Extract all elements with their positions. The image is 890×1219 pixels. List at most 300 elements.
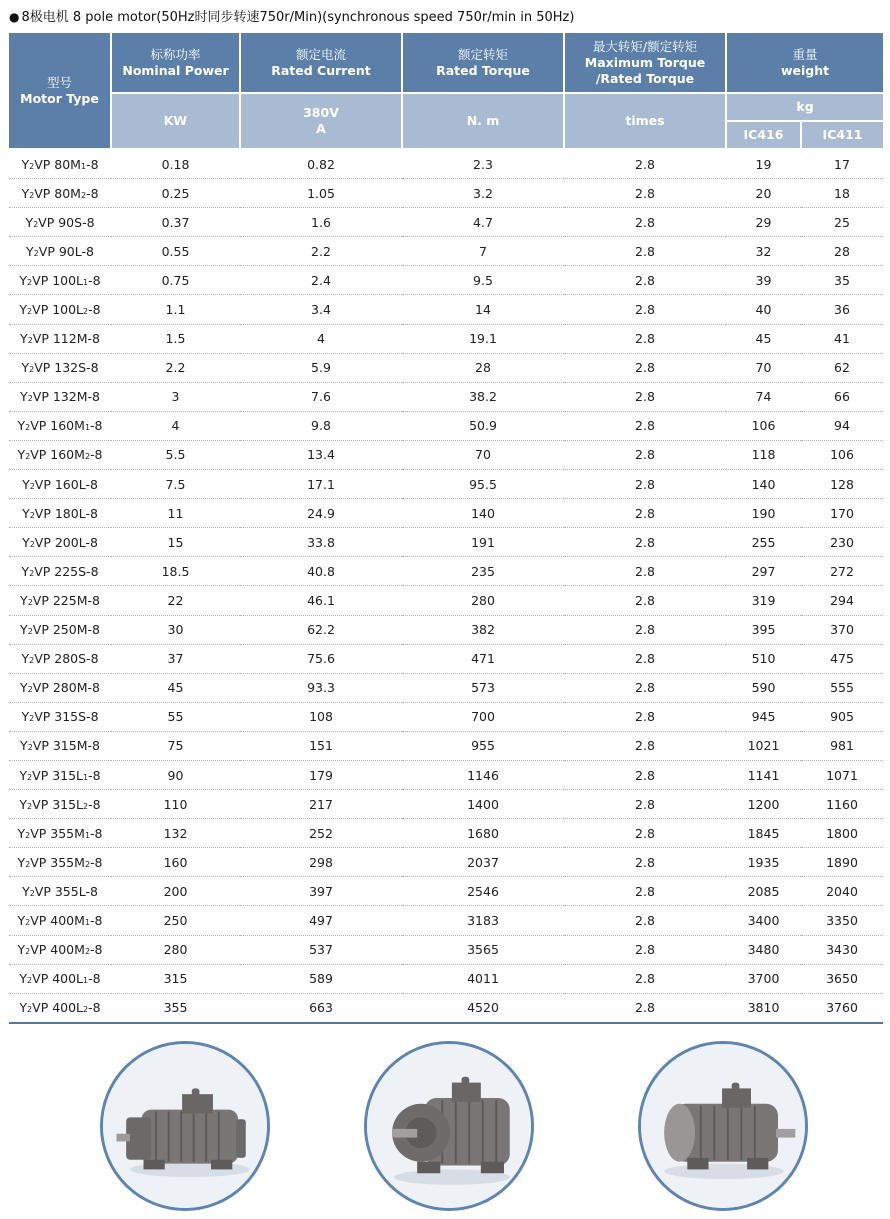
cell-times: 2.8 xyxy=(564,440,726,469)
model-part-post: VP 400L xyxy=(32,1000,84,1016)
cell-motor-type xyxy=(9,411,111,440)
motor-photo-rear-icon xyxy=(641,1044,805,1208)
table-row xyxy=(9,964,883,993)
model-part-post: VP 160M xyxy=(30,447,85,463)
cell-power: 90 xyxy=(111,760,240,789)
cell-torque: 382 xyxy=(402,615,564,644)
model-part-sub2: 2 xyxy=(80,190,87,200)
cell-torque: 573 xyxy=(402,673,564,702)
model-part-sub: 2 xyxy=(29,190,35,200)
cell-ic416: 3480 xyxy=(726,935,801,964)
table-row xyxy=(9,208,883,237)
cell-torque: 280 xyxy=(402,586,564,615)
cell-times: 2.8 xyxy=(564,702,726,731)
cell-ic411: 41 xyxy=(801,324,883,353)
cell-motor-type xyxy=(9,877,111,906)
cell-power: 1.5 xyxy=(111,324,240,353)
cell-times: 2.8 xyxy=(564,528,726,557)
model-part-pre: Y xyxy=(20,331,28,347)
cell-torque: 3565 xyxy=(402,935,564,964)
cell-times: 2.8 xyxy=(564,673,726,702)
model-part-pre: Y xyxy=(21,563,30,579)
model-part-pre: Y xyxy=(20,389,28,405)
cell-motor-type xyxy=(9,673,111,702)
model-part-sub: 2 xyxy=(27,801,33,811)
table-row xyxy=(9,731,883,760)
model-part-post: VP 225M-8 xyxy=(32,592,100,608)
cell-ic416: 3810 xyxy=(726,993,801,1023)
motor-photo-rear xyxy=(638,1041,808,1211)
cell-times: 2.8 xyxy=(564,179,726,208)
cell-power: 7.5 xyxy=(111,470,240,499)
cell-current: 33.8 xyxy=(240,528,402,557)
cell-ic411: 272 xyxy=(801,557,883,586)
cell-current: 5.9 xyxy=(240,353,402,382)
model-part-post: VP 400M xyxy=(30,912,85,928)
model-part-post: VP 400M xyxy=(30,942,85,958)
cell-ic411: 1071 xyxy=(801,760,883,789)
cell-times: 2.8 xyxy=(564,266,726,295)
cell-power: 30 xyxy=(111,615,240,644)
model-part-sub: 2 xyxy=(25,830,31,840)
model-part-sub2: 2 xyxy=(84,452,91,462)
cell-motor-type xyxy=(9,790,111,819)
cell-motor-type xyxy=(9,208,111,237)
table-row xyxy=(9,877,883,906)
model-part-pre: Y xyxy=(19,302,28,318)
model-part-pre: Y xyxy=(17,854,26,870)
table-row xyxy=(9,790,883,819)
model-part-sub: 2 xyxy=(29,888,35,898)
model-part-tail: -8 xyxy=(90,912,103,928)
model-part-sub: 2 xyxy=(29,161,35,171)
model-part-sub2: 1 xyxy=(84,917,91,927)
cell-torque: 4520 xyxy=(402,993,564,1023)
model-part-sub: 2 xyxy=(27,277,33,287)
cell-motor-type xyxy=(9,993,111,1023)
cell-power: 355 xyxy=(111,993,240,1023)
model-part-sub: 2 xyxy=(27,627,33,637)
cell-times: 2.8 xyxy=(564,149,726,179)
motor-spec-table xyxy=(9,33,883,1024)
cell-current: 62.2 xyxy=(240,615,402,644)
cell-motor-type xyxy=(9,295,111,324)
model-part-pre: Y xyxy=(20,622,28,638)
model-part-sub: 2 xyxy=(27,772,33,782)
cell-torque: 38.2 xyxy=(402,382,564,411)
cell-ic416: 395 xyxy=(726,615,801,644)
table-row xyxy=(9,993,883,1023)
cell-times: 2.8 xyxy=(564,731,726,760)
cell-ic411: 106 xyxy=(801,440,883,469)
cell-ic411: 62 xyxy=(801,353,883,382)
table-row xyxy=(9,760,883,789)
unit-times: times xyxy=(564,93,726,149)
cell-times: 2.8 xyxy=(564,324,726,353)
model-part-post: VP 315L xyxy=(32,796,84,812)
cell-times: 2.8 xyxy=(564,760,726,789)
model-part-post: VP 225S-8 xyxy=(34,563,99,579)
model-part-post: VP 315S-8 xyxy=(34,709,99,725)
model-part-tail: -8 xyxy=(90,447,103,463)
unit-torque: N. m xyxy=(402,93,564,149)
model-part-post: VP 280M-8 xyxy=(32,680,100,696)
model-part-pre: Y xyxy=(17,418,26,434)
cell-ic416: 20 xyxy=(726,179,801,208)
cell-ic411: 18 xyxy=(801,179,883,208)
cell-ic411: 1800 xyxy=(801,819,883,848)
model-part-pre: Y xyxy=(21,709,30,725)
model-part-pre: Y xyxy=(21,651,30,667)
table-row xyxy=(9,411,883,440)
cell-torque: 471 xyxy=(402,644,564,673)
cell-torque: 140 xyxy=(402,499,564,528)
cell-torque: 1146 xyxy=(402,760,564,789)
cell-ic416: 1935 xyxy=(726,848,801,877)
model-part-pre: Y xyxy=(26,243,34,259)
cell-motor-type xyxy=(9,906,111,935)
cell-current: 40.8 xyxy=(240,557,402,586)
model-part-sub2: 2 xyxy=(83,307,89,317)
model-part-sub2: 1 xyxy=(80,161,87,171)
cell-times: 2.8 xyxy=(564,615,726,644)
cell-times: 2.8 xyxy=(564,819,726,848)
cell-torque: 2.3 xyxy=(402,149,564,179)
model-part-sub: 2 xyxy=(29,539,35,549)
cell-current: 13.4 xyxy=(240,440,402,469)
cell-motor-type xyxy=(9,935,111,964)
cell-current: 298 xyxy=(240,848,402,877)
header-ic411: IC411 xyxy=(801,121,883,149)
model-part-sub: 2 xyxy=(27,394,33,404)
model-part-post: VP 160L-8 xyxy=(34,476,98,492)
cell-times: 2.8 xyxy=(564,935,726,964)
cell-current: 108 xyxy=(240,702,402,731)
cell-times: 2.8 xyxy=(564,993,726,1023)
header-max-torque: 最大转矩/额定转矩 Maximum Torque /Rated Torque xyxy=(564,33,726,93)
cell-motor-type xyxy=(9,470,111,499)
table-row xyxy=(9,673,883,702)
cell-ic416: 70 xyxy=(726,353,801,382)
model-part-sub: 2 xyxy=(33,219,39,229)
cell-current: 75.6 xyxy=(240,644,402,673)
title-text: 8极电机 8 pole motor(50Hz时同步转速750r/Min)(synchronous speed 750r/min in 50Hz) xyxy=(21,10,575,25)
cell-power: 22 xyxy=(111,586,240,615)
cell-ic416: 255 xyxy=(726,528,801,557)
cell-power: 0.37 xyxy=(111,208,240,237)
table-row xyxy=(9,615,883,644)
model-part-tail: -8 xyxy=(88,796,101,812)
cell-ic411: 35 xyxy=(801,266,883,295)
cell-motor-type xyxy=(9,382,111,411)
cell-current: 589 xyxy=(240,964,402,993)
cell-torque: 955 xyxy=(402,731,564,760)
model-part-pre: Y xyxy=(17,912,26,928)
cell-motor-type xyxy=(9,324,111,353)
cell-ic416: 39 xyxy=(726,266,801,295)
model-part-post: VP 160M xyxy=(30,418,85,434)
model-part-sub2: 2 xyxy=(84,859,91,869)
cell-ic416: 1200 xyxy=(726,790,801,819)
cell-ic411: 3350 xyxy=(801,906,883,935)
cell-ic411: 475 xyxy=(801,644,883,673)
cell-motor-type xyxy=(9,237,111,266)
table-row xyxy=(9,702,883,731)
unit-power: KW xyxy=(111,93,240,149)
cell-torque: 50.9 xyxy=(402,411,564,440)
table-row xyxy=(9,179,883,208)
model-part-sub2: 2 xyxy=(84,947,91,957)
table-row xyxy=(9,557,883,586)
model-part-sub: 2 xyxy=(29,656,35,666)
cell-ic411: 370 xyxy=(801,615,883,644)
table-row xyxy=(9,906,883,935)
model-part-pre: Y xyxy=(19,1000,28,1016)
table-row xyxy=(9,324,883,353)
model-part-sub: 2 xyxy=(29,510,35,520)
cell-ic411: 1160 xyxy=(801,790,883,819)
cell-ic416: 2085 xyxy=(726,877,801,906)
cell-current: 7.6 xyxy=(240,382,402,411)
model-part-pre: Y xyxy=(25,214,34,230)
model-part-sub: 2 xyxy=(25,859,31,869)
model-part-sub: 2 xyxy=(27,976,33,986)
cell-torque: 235 xyxy=(402,557,564,586)
model-part-sub: 2 xyxy=(25,423,31,433)
model-part-post: VP 250M-8 xyxy=(32,622,100,638)
cell-torque: 1680 xyxy=(402,819,564,848)
model-part-post: VP 315L xyxy=(32,767,84,783)
cell-motor-type xyxy=(9,964,111,993)
cell-ic416: 590 xyxy=(726,673,801,702)
table-row xyxy=(9,586,883,615)
cell-ic411: 17 xyxy=(801,149,883,179)
cell-current: 179 xyxy=(240,760,402,789)
model-part-tail: -8 xyxy=(86,185,99,201)
cell-power: 0.55 xyxy=(111,237,240,266)
cell-times: 2.8 xyxy=(564,295,726,324)
cell-power: 18.5 xyxy=(111,557,240,586)
cell-torque: 28 xyxy=(402,353,564,382)
cell-current: 217 xyxy=(240,790,402,819)
header-rated-torque: 额定转矩 Rated Torque xyxy=(402,33,564,93)
cell-ic416: 190 xyxy=(726,499,801,528)
cell-times: 2.8 xyxy=(564,586,726,615)
model-part-pre: Y xyxy=(21,185,30,201)
cell-power: 0.25 xyxy=(111,179,240,208)
cell-power: 280 xyxy=(111,935,240,964)
model-part-sub2: 2 xyxy=(83,801,89,811)
cell-times: 2.8 xyxy=(564,237,726,266)
table-row xyxy=(9,149,883,179)
cell-motor-type xyxy=(9,731,111,760)
cell-ic411: 981 xyxy=(801,731,883,760)
table-row xyxy=(9,848,883,877)
model-part-post: VP 90S-8 xyxy=(38,214,95,230)
model-part-sub: 2 xyxy=(27,307,33,317)
model-part-sub2: 1 xyxy=(83,772,89,782)
cell-current: 1.6 xyxy=(240,208,402,237)
cell-motor-type xyxy=(9,557,111,586)
header-ic416: IC416 xyxy=(726,121,801,149)
cell-motor-type xyxy=(9,702,111,731)
model-part-post: VP 90L-8 xyxy=(38,243,94,259)
table-row xyxy=(9,295,883,324)
model-part-pre: Y xyxy=(22,883,30,899)
cell-torque: 4.7 xyxy=(402,208,564,237)
cell-ic411: 294 xyxy=(801,586,883,615)
model-part-pre: Y xyxy=(19,796,28,812)
cell-power: 5.5 xyxy=(111,440,240,469)
model-part-sub: 2 xyxy=(27,1005,33,1015)
model-part-sub: 2 xyxy=(29,481,35,491)
cell-times: 2.8 xyxy=(564,644,726,673)
cell-ic416: 3700 xyxy=(726,964,801,993)
model-part-pre: Y xyxy=(21,360,30,376)
cell-current: 17.1 xyxy=(240,470,402,499)
model-part-tail: -8 xyxy=(88,1000,101,1016)
model-part-pre: Y xyxy=(20,592,28,608)
cell-ic411: 3650 xyxy=(801,964,883,993)
cell-power: 200 xyxy=(111,877,240,906)
cell-ic416: 297 xyxy=(726,557,801,586)
model-part-post: VP 200L-8 xyxy=(34,534,98,550)
table-row xyxy=(9,644,883,673)
model-part-tail: -8 xyxy=(88,971,101,987)
model-part-sub: 2 xyxy=(29,714,35,724)
cell-ic411: 36 xyxy=(801,295,883,324)
model-part-post: VP 80M xyxy=(34,156,81,172)
table-row xyxy=(9,237,883,266)
cell-motor-type xyxy=(9,760,111,789)
cell-motor-type xyxy=(9,179,111,208)
cell-motor-type xyxy=(9,586,111,615)
table-row xyxy=(9,266,883,295)
cell-ic411: 905 xyxy=(801,702,883,731)
model-part-tail: -8 xyxy=(86,156,99,172)
model-part-sub: 2 xyxy=(25,947,31,957)
model-part-pre: Y xyxy=(22,534,30,550)
cell-motor-type xyxy=(9,440,111,469)
table-header xyxy=(9,33,883,149)
cell-ic411: 1890 xyxy=(801,848,883,877)
cell-motor-type xyxy=(9,848,111,877)
cell-ic411: 94 xyxy=(801,411,883,440)
model-part-post: VP 112M-8 xyxy=(32,331,100,347)
table-row xyxy=(9,935,883,964)
model-part-post: VP 100L xyxy=(32,302,84,318)
model-part-sub2: 1 xyxy=(84,830,91,840)
cell-ic416: 3400 xyxy=(726,906,801,935)
model-part-sub2: 2 xyxy=(83,1005,89,1015)
model-part-sub: 2 xyxy=(27,336,33,346)
model-part-sub: 2 xyxy=(29,568,35,578)
cell-current: 93.3 xyxy=(240,673,402,702)
cell-current: 151 xyxy=(240,731,402,760)
model-part-tail: -8 xyxy=(90,418,103,434)
cell-power: 2.2 xyxy=(111,353,240,382)
cell-motor-type xyxy=(9,819,111,848)
model-part-pre: Y xyxy=(22,476,30,492)
model-part-post: VP 132M-8 xyxy=(32,389,100,405)
motor-photo-front xyxy=(364,1041,534,1211)
model-part-tail: -8 xyxy=(90,854,103,870)
cell-ic411: 66 xyxy=(801,382,883,411)
cell-torque: 191 xyxy=(402,528,564,557)
cell-times: 2.8 xyxy=(564,877,726,906)
cell-ic411: 28 xyxy=(801,237,883,266)
model-part-tail: -8 xyxy=(88,272,101,288)
cell-torque: 95.5 xyxy=(402,470,564,499)
header-rated-current: 额定电流 Rated Current xyxy=(240,33,402,93)
model-part-post: VP 355L-8 xyxy=(34,883,98,899)
unit-current: 380V A xyxy=(240,93,402,149)
cell-power: 15 xyxy=(111,528,240,557)
motor-photos xyxy=(0,1040,890,1219)
cell-torque: 2546 xyxy=(402,877,564,906)
model-part-sub: 2 xyxy=(25,452,31,462)
model-part-pre: Y xyxy=(17,942,26,958)
cell-power: 0.75 xyxy=(111,266,240,295)
table-row xyxy=(9,499,883,528)
cell-ic416: 74 xyxy=(726,382,801,411)
model-part-post: VP 400L xyxy=(32,971,84,987)
cell-current: 663 xyxy=(240,993,402,1023)
cell-motor-type xyxy=(9,644,111,673)
cell-current: 397 xyxy=(240,877,402,906)
model-part-sub2: 1 xyxy=(83,976,89,986)
cell-times: 2.8 xyxy=(564,557,726,586)
cell-torque: 14 xyxy=(402,295,564,324)
cell-motor-type xyxy=(9,499,111,528)
cell-power: 75 xyxy=(111,731,240,760)
model-part-tail: -8 xyxy=(90,825,103,841)
model-part-tail: -8 xyxy=(90,942,103,958)
table-row xyxy=(9,470,883,499)
cell-current: 9.8 xyxy=(240,411,402,440)
model-part-post: VP 280S-8 xyxy=(34,651,99,667)
header-weight: 重量 weight xyxy=(726,33,883,93)
cell-times: 2.8 xyxy=(564,470,726,499)
unit-weight: kg xyxy=(726,93,883,121)
cell-times: 2.8 xyxy=(564,499,726,528)
cell-torque: 2037 xyxy=(402,848,564,877)
cell-ic416: 319 xyxy=(726,586,801,615)
model-part-post: VP 80M xyxy=(34,185,81,201)
cell-motor-type xyxy=(9,149,111,179)
cell-times: 2.8 xyxy=(564,382,726,411)
cell-ic416: 1141 xyxy=(726,760,801,789)
cell-ic411: 170 xyxy=(801,499,883,528)
cell-current: 252 xyxy=(240,819,402,848)
cell-power: 315 xyxy=(111,964,240,993)
cell-ic411: 3430 xyxy=(801,935,883,964)
table-row xyxy=(9,819,883,848)
cell-torque: 19.1 xyxy=(402,324,564,353)
cell-current: 4 xyxy=(240,324,402,353)
cell-ic411: 555 xyxy=(801,673,883,702)
cell-times: 2.8 xyxy=(564,790,726,819)
cell-power: 1.1 xyxy=(111,295,240,324)
table-body xyxy=(9,149,883,1023)
cell-ic416: 1845 xyxy=(726,819,801,848)
motor-photo-side-icon xyxy=(103,1044,267,1208)
cell-motor-type xyxy=(9,615,111,644)
motor-photo-side xyxy=(100,1041,270,1211)
cell-motor-type xyxy=(9,266,111,295)
model-part-pre: Y xyxy=(20,680,28,696)
cell-torque: 1400 xyxy=(402,790,564,819)
